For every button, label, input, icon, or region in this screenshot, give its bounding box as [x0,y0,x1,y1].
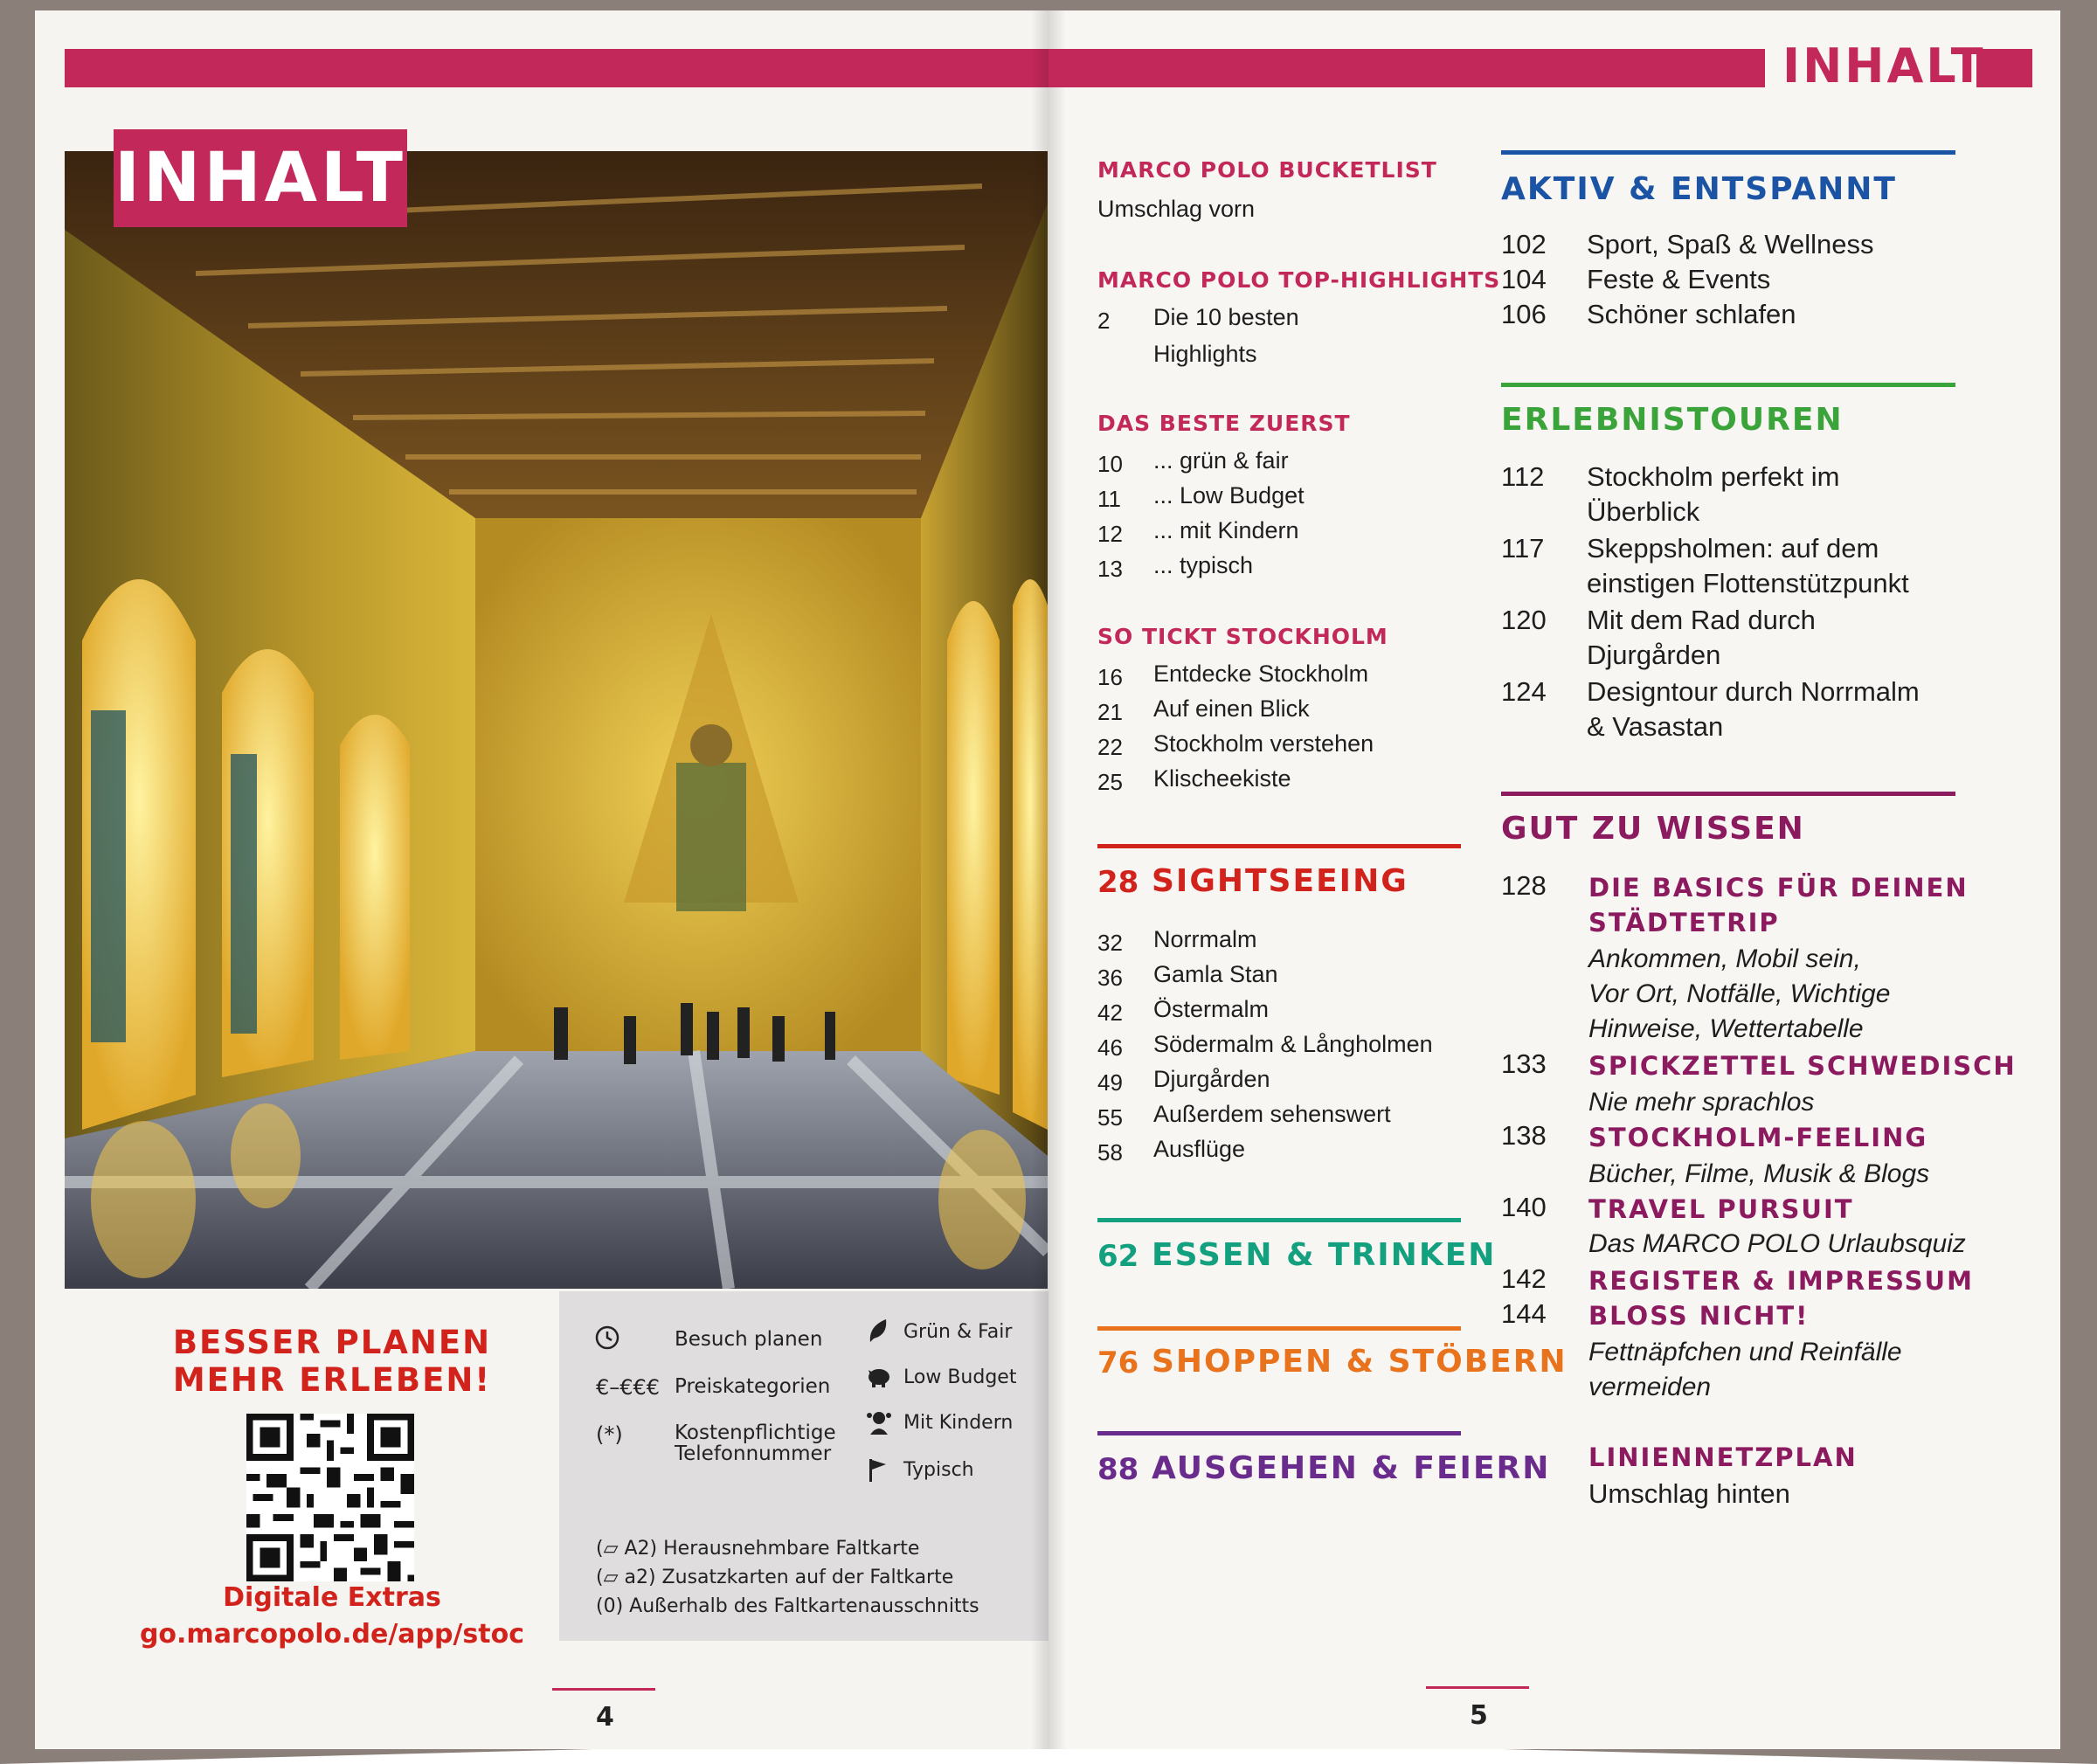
top-highlights-line-2: Highlights [1153,341,1257,367]
toc-entry-sub: Vor Ort, Notfälle, Wichtige [1588,979,1891,1008]
promo-heading [140,1324,524,1399]
toc-entry[interactable]: Norrmalm [1153,926,1257,952]
sightseeing-rule [1097,844,1461,848]
aktiv-title[interactable]: AKTIV & ENTSPANNT [1501,171,1897,207]
toc-num: 42 [1097,1000,1123,1026]
right-header-title: INHALT [1782,38,1986,93]
right-page-number-rule [1426,1686,1529,1689]
toc-num: 12 [1097,521,1123,547]
toc-num: 22 [1097,734,1123,760]
liniennetz-title[interactable]: LINIENNETZPLAN [1588,1442,1858,1472]
toc-num: 120 [1501,605,1547,635]
toc-num: 133 [1501,1048,1547,1079]
left-page-number: 4 [596,1702,614,1733]
toc-num: 144 [1501,1298,1547,1329]
essen-rule [1097,1218,1461,1222]
left-page-number-rule [552,1688,655,1691]
toc-num: 104 [1501,264,1547,294]
toc-entry[interactable]: DIE BASICS FÜR DEINEN [1588,873,1969,903]
toc-entry-cont[interactable]: Djurgården [1587,640,1721,670]
toc-entry[interactable]: ... mit Kindern [1153,517,1299,543]
toc-num: 112 [1501,461,1545,492]
extras-url[interactable]: go.marcopolo.de/app/stoc [139,1619,525,1650]
kids-icon [865,1410,893,1442]
touren-rule [1501,383,1955,387]
toc-num: 102 [1501,229,1547,259]
legend-typisch-label: Typisch [903,1459,974,1481]
legend-preis-label: Preiskategorien [675,1375,831,1398]
toc-entry-sub: Ankommen, Mobil sein, [1588,944,1861,973]
toc-num: 117 [1501,533,1545,564]
toc-entry-sub: Fettnäpfchen und Reinfälle [1588,1338,1902,1366]
toc-num: 128 [1501,870,1547,901]
toc-entry[interactable]: Skeppsholmen: auf dem [1587,533,1879,564]
toc-entry[interactable]: BLOSS NICHT! [1588,1301,1810,1331]
bucketlist-title[interactable]: MARCO POLO BUCKETLIST [1097,157,1437,183]
legend-box [559,1291,1048,1641]
left-header-bar [65,49,1048,87]
piggy-bank-icon [865,1365,893,1394]
toc-entry-cont[interactable]: Überblick [1587,496,1700,527]
legend-besuch-label: Besuch planen [675,1328,823,1351]
toc-entry[interactable]: ... typisch [1153,552,1254,578]
qr-code[interactable] [246,1414,414,1581]
aktiv-rule [1501,150,1955,155]
wissen-rule [1501,792,1955,796]
toc-entry[interactable]: ... grün & fair [1153,447,1289,474]
toc-entry-sub: vermeiden [1588,1373,1712,1401]
sightseeing-num: 28 [1097,865,1139,900]
toc-entry-cont[interactable]: & Vasastan [1587,711,1724,742]
toc-entry[interactable]: Sport, Spaß & Wellness [1587,229,1874,259]
toc-entry[interactable]: Stockholm perfekt im [1587,461,1840,492]
flag-icon [867,1457,889,1489]
shoppen-num: 76 [1097,1345,1139,1380]
toc-num: 140 [1501,1192,1547,1222]
toc-num: 106 [1501,299,1547,329]
beste-zuerst-title[interactable]: DAS BESTE ZUERST [1097,411,1351,436]
toc-entry-sub: Bücher, Filme, Musik & Blogs [1588,1159,1930,1188]
toc-num: 21 [1097,699,1123,725]
book-gutter [1031,10,1066,1749]
toc-num: 11 [1097,486,1121,512]
toc-num: 58 [1097,1139,1123,1166]
liniennetz-text: Umschlag hinten [1588,1478,1790,1509]
toc-num: 13 [1097,556,1123,582]
toc-entry[interactable]: Schöner schlafen [1587,299,1796,329]
toc-entry[interactable]: Djurgården [1153,1066,1270,1092]
promo-line-1: BESSER PLANEN [172,1324,492,1361]
toc-entry-cont[interactable]: einstigen Flottenstützpunkt [1587,568,1909,598]
toc-num: 10 [1097,451,1123,477]
toc-num: 49 [1097,1069,1123,1096]
toc-entry[interactable]: Klischeekiste [1153,765,1291,792]
toc-num: 16 [1097,664,1123,690]
toc-entry-sub: Hinweise, Wettertabelle [1588,1014,1864,1043]
toc-num: 124 [1501,676,1547,707]
essen-num: 62 [1097,1239,1139,1274]
toc-entry-sub: Das MARCO POLO Urlaubsquiz [1588,1229,1966,1258]
golden-hall-photo [65,151,1048,1289]
toc-entry[interactable]: Södermalm & Långholmen [1153,1031,1433,1057]
toc-entry[interactable]: Außerdem sehenswert [1153,1101,1391,1127]
legend-gruen-label: Grün & Fair [903,1321,1013,1343]
toc-entry[interactable]: Ausflüge [1153,1136,1246,1162]
touren-title[interactable]: ERLEBNISTOUREN [1501,402,1844,438]
toc-num: 36 [1097,965,1123,991]
promo-extras [105,1580,559,1653]
legend-kinder-label: Mit Kindern [903,1412,1014,1434]
toc-num: 138 [1501,1120,1547,1151]
toc-entry[interactable]: Auf einen Blick [1153,695,1310,722]
wissen-title[interactable]: GUT ZU WISSEN [1501,811,1805,847]
right-page-number: 5 [1470,1700,1488,1731]
shoppen-title[interactable]: SHOPPEN & STÖBERN [1152,1344,1568,1380]
ausgehen-title[interactable]: AUSGEHEN & FEIERN [1152,1450,1551,1486]
toc-entry[interactable]: Östermalm [1153,996,1270,1022]
leaf-icon [867,1318,889,1349]
toc-entry-cont[interactable]: STÄDTETRIP [1588,908,1780,937]
toc-entry[interactable]: STOCKHOLM-FEELING [1588,1123,1928,1152]
map-note-3: (0) Außerhalb des Faltkartenausschnitts [596,1595,979,1617]
toc-entry[interactable]: REGISTER & IMPRESSUM [1588,1266,1974,1296]
toc-entry[interactable]: Feste & Events [1587,264,1771,294]
toc-entry[interactable]: SPICKZETTEL SCHWEDISCH [1588,1051,2017,1081]
toc-num: 46 [1097,1034,1123,1061]
toc-entry[interactable]: Gamla Stan [1153,961,1278,987]
toc-entry[interactable]: Stockholm verstehen [1153,730,1374,757]
legend-budget-label: Low Budget [903,1366,1017,1388]
essen-title[interactable]: ESSEN & TRINKEN [1152,1237,1497,1273]
toc-entry[interactable]: TRAVEL PURSUIT [1588,1194,1854,1224]
toc-entry[interactable]: ... Low Budget [1153,482,1305,508]
top-highlights-num: 2 [1097,308,1111,334]
map-note-1: (▱ A2) Herausnehmbare Faltkarte [596,1538,920,1560]
bucketlist-text: Umschlag vorn [1097,196,1256,222]
price-symbol: €–€€€ [596,1375,661,1400]
toc-num: 55 [1097,1104,1123,1131]
extras-label: Digitale Extras [223,1582,441,1613]
shoppen-rule [1097,1326,1461,1331]
sightseeing-title[interactable]: SIGHTSEEING [1152,863,1408,899]
toc-entry[interactable]: Entdecke Stockholm [1153,661,1369,687]
toc-entry[interactable]: Mit dem Rad durch [1587,605,1816,635]
top-highlights-line-1: Die 10 besten [1153,304,1299,330]
map-note-2: (▱ a2) Zusatzkarten auf der Faltkarte [596,1567,954,1588]
toc-num: 32 [1097,930,1123,956]
ausgehen-num: 88 [1097,1452,1139,1487]
phone-symbol: (*) [596,1422,623,1447]
toc-num: 25 [1097,769,1123,795]
toc-entry-sub: Nie mehr sprachlos [1588,1088,1815,1117]
clock-icon [594,1325,620,1356]
inhalt-tag: INHALT [114,129,407,227]
toc-entry[interactable]: Designtour durch Norrmalm [1587,676,1920,707]
right-header-bar [1048,49,1765,87]
so-tickt-title[interactable]: SO TICKT STOCKHOLM [1097,624,1388,649]
toc-num: 142 [1501,1263,1547,1294]
promo-line-2: MEHR ERLEBEN! [172,1361,492,1399]
ausgehen-rule [1097,1431,1461,1435]
top-highlights-title[interactable]: MARCO POLO TOP-HIGHLIGHTS [1097,267,1501,293]
legend-telefon-label: Kostenpflichtige Telefonnummer [675,1422,836,1465]
